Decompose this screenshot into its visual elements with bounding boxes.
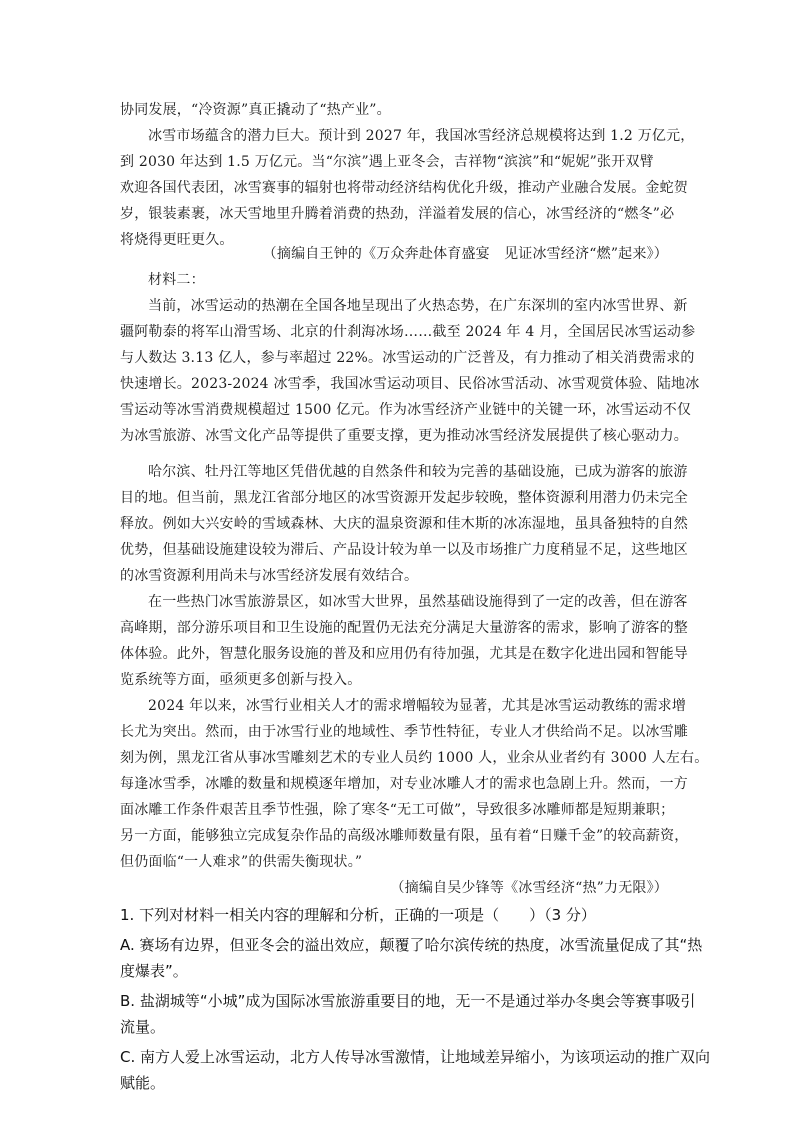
paragraph-line: 到 2030 年达到 1.5 万亿元。当“尔滨”遇上亚冬会，吉祥物“滨滨”和“妮妮”张开双臂 [120, 154, 654, 170]
paragraph-line: 面冰雕工作条件艰苦且季节性强，除了寒冬“无工可做”，导致很多冰雕师都是短期兼职； [120, 802, 675, 818]
paragraph-line: 每逢冰雪季，冰雕的数量和规模逐年增加，对专业冰雕人才的需求也急剧上升。然而，一方 [120, 776, 688, 792]
paragraph-line: 高峰期，部分游乐项目和卫生设施的配置仍无法充分满足大量游客的需求，影响了游客的整 [120, 620, 688, 636]
paragraph-line: 与人数达 3.13 亿人，参与率超过 22%。冰雪运动的广泛普及，有力推动了相关消费需求的 [120, 350, 695, 366]
paragraph-line: 为冰雪旅游、冰雪文化产品等提供了重要支撑，更为推动冰雪经济发展提供了核心驱动力。 [120, 428, 688, 444]
paragraph-line: 冰雪市场蕴含的潜力巨大。预计到 2027 年，我国冰雪经济总规模将达到 1.2 万亿元， [148, 128, 695, 144]
paragraph-line: 欢迎各国代表团，冰雪赛事的辐射也将带动经济结构优化升级，推动产业融合发展。金蛇贺 [120, 180, 688, 196]
paragraph-line: 在一些热门冰雪旅游景区，如冰雪大世界，虽然基础设施得到了一定的改善，但在游客 [148, 594, 688, 610]
source-citation-1: （摘编自王钟的《万众奔赴体育盛宴 见证冰雪经济“燃”起来》） [262, 246, 668, 262]
paragraph-line: 但仍面临“一人难求”的供需失衡现状。” [120, 854, 363, 870]
material-two-label: 材料二： [148, 272, 205, 288]
paragraph-line: 协同发展，“冷资源”真正撬动了“热产业”。 [120, 102, 391, 118]
paragraph-line: 当前，冰雪运动的热潮在全国各地呈现出了火热态势，在广东深圳的室内冰雪世界、新 [148, 298, 688, 314]
question-stem: 1. 下列对材料一相关内容的理解和分析，正确的一项是（ ）（3 分） [120, 906, 596, 924]
paragraph-line: 体体验。此外，智慧化服务设施的普及和应用仍有待加强，尤其是在数字化进出园和智能导 [120, 646, 688, 662]
paragraph-line: 疆阿勒泰的将军山滑雪场、北京的什刹海冰场……截至 2024 年 4 月，全国居民冰雪运动参 [120, 324, 696, 340]
paragraph-line: 将烧得更旺更久。 [120, 232, 234, 248]
paragraph-line: 快速增长。2023-2024 冰雪季，我国冰雪运动项目、民俗冰雪活动、冰雪观赏体验、陆地冰 [120, 376, 700, 392]
paragraph-line: 目的地。但当前，黑龙江省部分地区的冰雪资源开发起步较晚，整体资源利用潜力仍未完全 [120, 490, 688, 506]
paragraph-line: 的冰雪资源利用尚未与冰雪经济发展有效结合。 [120, 568, 419, 584]
source-citation-2: （摘编自吴少锋等《冰雪经济“热”力无限》） [390, 880, 668, 896]
paragraph-line: 雪运动等冰雪消费规模超过 1500 亿元。作为冰雪经济产业链中的关键一环，冰雪运动不仅 [120, 402, 692, 418]
paragraph-line: 长尤为突出。然而，由于冰雪行业的地域性、季节性特征，专业人才供给尚不足。以冰雪雕 [120, 724, 688, 740]
paragraph-line: 2024 年以来，冰雪行业相关人才的需求增幅较为显著，尤其是冰雪运动教练的需求增 [148, 698, 687, 714]
option-c-line: 赋能。 [120, 1074, 166, 1092]
paragraph-line: 哈尔滨、牡丹江等地区凭借优越的自然条件和较为完善的基础设施，已成为游客的旅游 [148, 464, 688, 480]
paragraph-line: 释放。例如大兴安岭的雪域森林、大庆的温泉资源和佳木斯的冰冻湿地，虽具备独特的自然 [120, 516, 688, 532]
option-b-line: B. 盐湖城等“小城”成为国际冰雪旅游重要目的地，无一不是通过举办冬奥会等赛事吸引 [120, 992, 696, 1010]
paragraph-line: 另一方面，能够独立完成复杂作品的高级冰雕师数量有限，虽有着“日赚千金”的较高薪资， [120, 828, 689, 844]
paragraph-line: 岁，银装素裹，冰天雪地里升腾着消费的热劲，洋溢着发展的信心，冰雪经济的“燃冬”必 [120, 206, 675, 222]
paragraph-line: 览系统等方面，亟须更多创新与投入。 [120, 672, 362, 688]
paragraph-line: 刻为例，黑龙江省从事冰雪雕刻艺术的专业人员约 1000 人，业余从业者约有 3000 人左右。 [120, 750, 709, 766]
option-a-line: A. 赛场有边界，但亚冬会的溢出效应，颠覆了哈尔滨传统的热度，冰雪流量促成了其“热 [120, 936, 703, 954]
option-c-line: C. 南方人爱上冰雪运动，北方人传导冰雪激情，让地域差异缩小，为该项运动的推广双向 [120, 1048, 711, 1066]
option-b-line: 流量。 [120, 1018, 166, 1036]
option-a-line: 度爆表”。 [120, 962, 188, 980]
paragraph-line: 优势，但基础设施建设较为滞后、产品设计较为单一以及市场推广力度稍显不足，这些地区 [120, 542, 688, 558]
